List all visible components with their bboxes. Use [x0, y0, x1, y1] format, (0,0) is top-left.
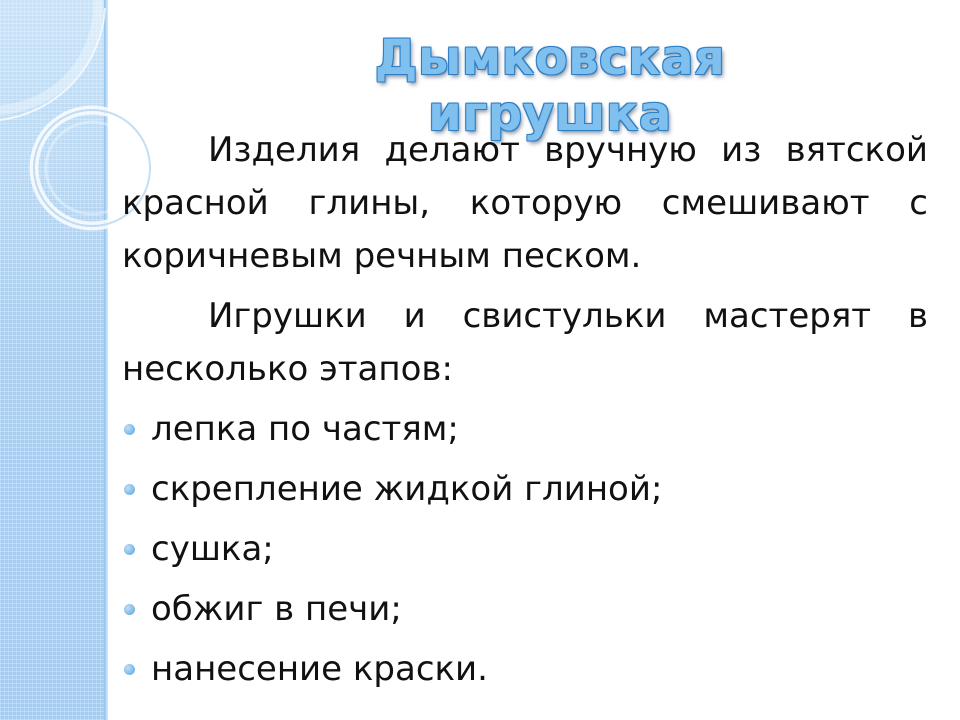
slide-body [122, 124, 928, 703]
list-item-text: лепка по частям; [151, 409, 459, 449]
list-item-text: обжиг в печи; [151, 589, 402, 629]
paragraph-materials: Изделия делают вручную из вятской красной глины, которую смешивают с коричневым речным песком. [122, 130, 928, 276]
stages-list [122, 403, 928, 703]
list-item [122, 583, 928, 643]
list-item-text: сушка; [151, 529, 274, 569]
circle-bullet-icon [124, 424, 135, 435]
list-item-text: скрепление жидкой глиной; [151, 469, 663, 509]
list-item [122, 463, 928, 523]
paragraph-stages: Игрушки и свистульки мастерят в несколько этапов: [122, 296, 928, 389]
list-item [122, 643, 928, 703]
slide-title: Дымковская игрушка [374, 30, 726, 142]
circle-bullet-icon [124, 604, 135, 615]
circle-bullet-icon [124, 544, 135, 555]
list-item-text: нанесение краски. [151, 649, 488, 689]
circle-bullet-icon [124, 484, 135, 495]
circle-bullet-icon [124, 664, 135, 675]
list-item [122, 403, 928, 463]
list-item [122, 523, 928, 583]
